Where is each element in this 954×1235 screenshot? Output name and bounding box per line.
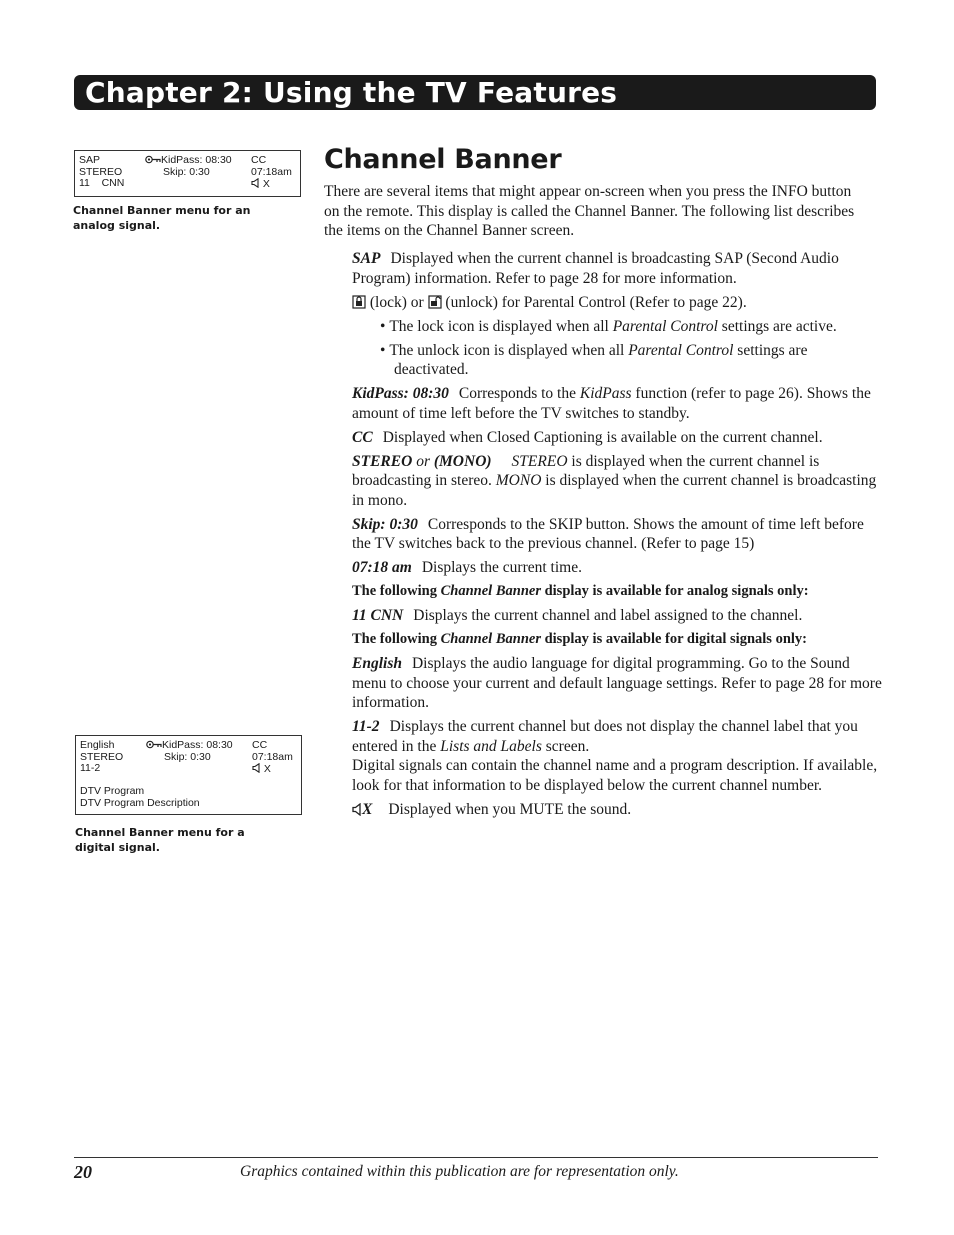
list-item: • The unlock icon is displayed when all Parental Control settings are deactivated. <box>380 341 808 378</box>
analog-banner-illustration <box>74 150 301 197</box>
item-description: Digital signals can contain the channel name and a program description. If available, look for that information to be displayed below the current channel number. <box>352 757 878 794</box>
banner-text: English <box>80 739 115 751</box>
banner-text: CC <box>252 739 268 751</box>
banner-text: STEREO <box>79 165 123 178</box>
item-description: is displayed when the current channel is broadcasting in stereo. <box>352 452 820 489</box>
analog-only-note <box>352 582 882 602</box>
item-description: Displays the current time. <box>421 559 582 576</box>
item-description: Displays the current channel and label assigned to the channel. <box>413 607 803 624</box>
mute-speaker-icon <box>252 763 261 773</box>
unlock-icon <box>428 295 442 309</box>
item-description: Corresponds to the <box>458 385 576 402</box>
banner-text: Skip: 0:30 <box>163 165 210 178</box>
footer-divider <box>74 1157 878 1158</box>
banner-text: CC <box>251 154 267 166</box>
item-emphasis: MONO <box>495 472 542 489</box>
digital-only-note <box>352 630 882 650</box>
banner-items-list <box>352 249 882 824</box>
lock-icon <box>352 295 366 309</box>
banner-text: 07:18am <box>252 750 293 763</box>
item-sap <box>352 249 882 288</box>
item-term: Skip: 0:30 <box>352 515 418 533</box>
item-description: Displayed when Closed Captioning is available on the current channel. <box>382 428 823 446</box>
item-description: Corresponds to the SKIP button. Shows the amount of time left before the TV switches back to the previous channel. (Refer to page 15) <box>352 515 864 552</box>
key-icon <box>145 155 161 164</box>
item-emphasis: STEREO <box>511 452 568 470</box>
item-term: CC <box>352 428 373 446</box>
item-cnn <box>352 606 882 626</box>
mute-speaker-icon <box>352 803 362 816</box>
item-term: STEREO <box>352 452 413 470</box>
banner-text: 07:18am <box>251 165 292 178</box>
mute-speaker-icon <box>251 178 260 188</box>
bullet-emphasis: Parental Control <box>628 341 734 359</box>
section-heading: Channel Banner <box>324 144 562 175</box>
item-term: SAP <box>352 250 381 267</box>
analog-banner-right-column <box>251 155 292 190</box>
list-item: • The lock icon is displayed when all Parental Control settings are active. <box>380 317 837 335</box>
item-channel-11-2 <box>352 717 882 795</box>
item-description: function (refer to page 26). Shows the amount of time left before the TV switches to standby. <box>352 385 871 422</box>
item-emphasis: Lists and Labels <box>440 737 542 755</box>
item-kidpass <box>352 384 882 423</box>
banner-text: X <box>263 763 271 775</box>
banner-text: 11 CNN <box>79 177 125 189</box>
item-term: 11 CNN <box>352 607 404 624</box>
analog-banner-left-column <box>79 155 124 190</box>
chapter-header-bar <box>74 75 876 110</box>
item-term: KidPass: 08:30 <box>352 385 449 402</box>
item-description: (unlock) for Parental Control (Refer to page 22). <box>445 293 747 311</box>
banner-text: 11-2 <box>80 762 101 774</box>
banner-text: SAP <box>79 154 101 166</box>
note-text: The following <box>352 583 437 599</box>
item-lock <box>352 293 882 313</box>
banner-text: DTV Program Description <box>80 796 200 809</box>
item-term: 07:18 am <box>352 559 412 576</box>
banner-text: KidPass: 08:30 <box>161 154 232 166</box>
digital-banner-illustration <box>75 735 302 815</box>
page-number: 20 <box>74 1162 92 1182</box>
bullet-text: settings are deactivated. <box>394 341 808 378</box>
banner-text: Skip: 0:30 <box>164 750 211 763</box>
item-emphasis: KidPass <box>579 385 632 402</box>
item-description: screen. <box>545 737 590 755</box>
item-cc <box>352 428 882 448</box>
note-text: display is available for digital signals only: <box>544 631 807 647</box>
bullet-text: The lock icon is displayed when all <box>389 317 609 335</box>
item-skip <box>352 515 882 554</box>
analog-banner-caption: Channel Banner menu for an analog signal. <box>73 204 251 232</box>
banner-text: STEREO <box>80 750 124 763</box>
note-text: display is available for analog signals only: <box>544 583 809 599</box>
item-stereo <box>352 452 882 511</box>
intro-paragraph: There are several items that might appear on-screen when you press the INFO button on the remote. This display is called the Channel Banner. The following list describes the items on the Channel Banner screen. <box>324 183 855 239</box>
item-term: 11-2 <box>352 718 380 735</box>
item-term: English <box>352 655 402 672</box>
item-emphasis: or <box>416 452 430 470</box>
item-time <box>352 558 882 578</box>
note-emphasis: Channel Banner <box>440 631 541 647</box>
key-icon <box>146 740 162 749</box>
item-term: X <box>362 800 373 818</box>
item-term: (MONO) <box>433 452 492 470</box>
bullet-text: settings are active. <box>721 317 837 335</box>
bullet-text: The unlock icon is displayed when all <box>389 341 625 359</box>
item-description: Displays the current channel but does not display the channel label that you entered in the <box>352 718 858 755</box>
banner-text: KidPass: 08:30 <box>162 739 233 751</box>
item-description: is displayed when the current channel is broadcasting in mono. <box>352 472 877 509</box>
bullet-emphasis: Parental Control <box>612 317 718 335</box>
chapter-title: Chapter 2: Using the TV Features <box>85 76 618 109</box>
digital-banner-caption: Channel Banner menu for a digital signal. <box>75 826 245 854</box>
item-english <box>352 654 882 713</box>
item-mute <box>352 800 882 820</box>
footer-note: Graphics contained within this publication are for representation only. <box>240 1163 679 1180</box>
item-description: Displays the audio language for digital programming. Go to the Sound menu to choose your current and default language settings. Refer to page 28 for more information. <box>352 655 882 711</box>
note-text: The following <box>352 631 437 647</box>
item-description: Displayed when the current channel is broadcasting SAP (Second Audio Program) information. Refer to page 28 for more information. <box>352 250 839 287</box>
item-description: Displayed when you MUTE the sound. <box>388 800 632 818</box>
analog-banner-middle-column <box>145 155 232 178</box>
digital-banner-right-column <box>252 740 293 775</box>
item-description: (lock) or <box>369 293 424 311</box>
banner-text: DTV Program <box>80 785 145 797</box>
note-emphasis: Channel Banner <box>440 583 541 599</box>
banner-text: X <box>262 178 270 190</box>
digital-banner-middle-column <box>146 740 233 763</box>
